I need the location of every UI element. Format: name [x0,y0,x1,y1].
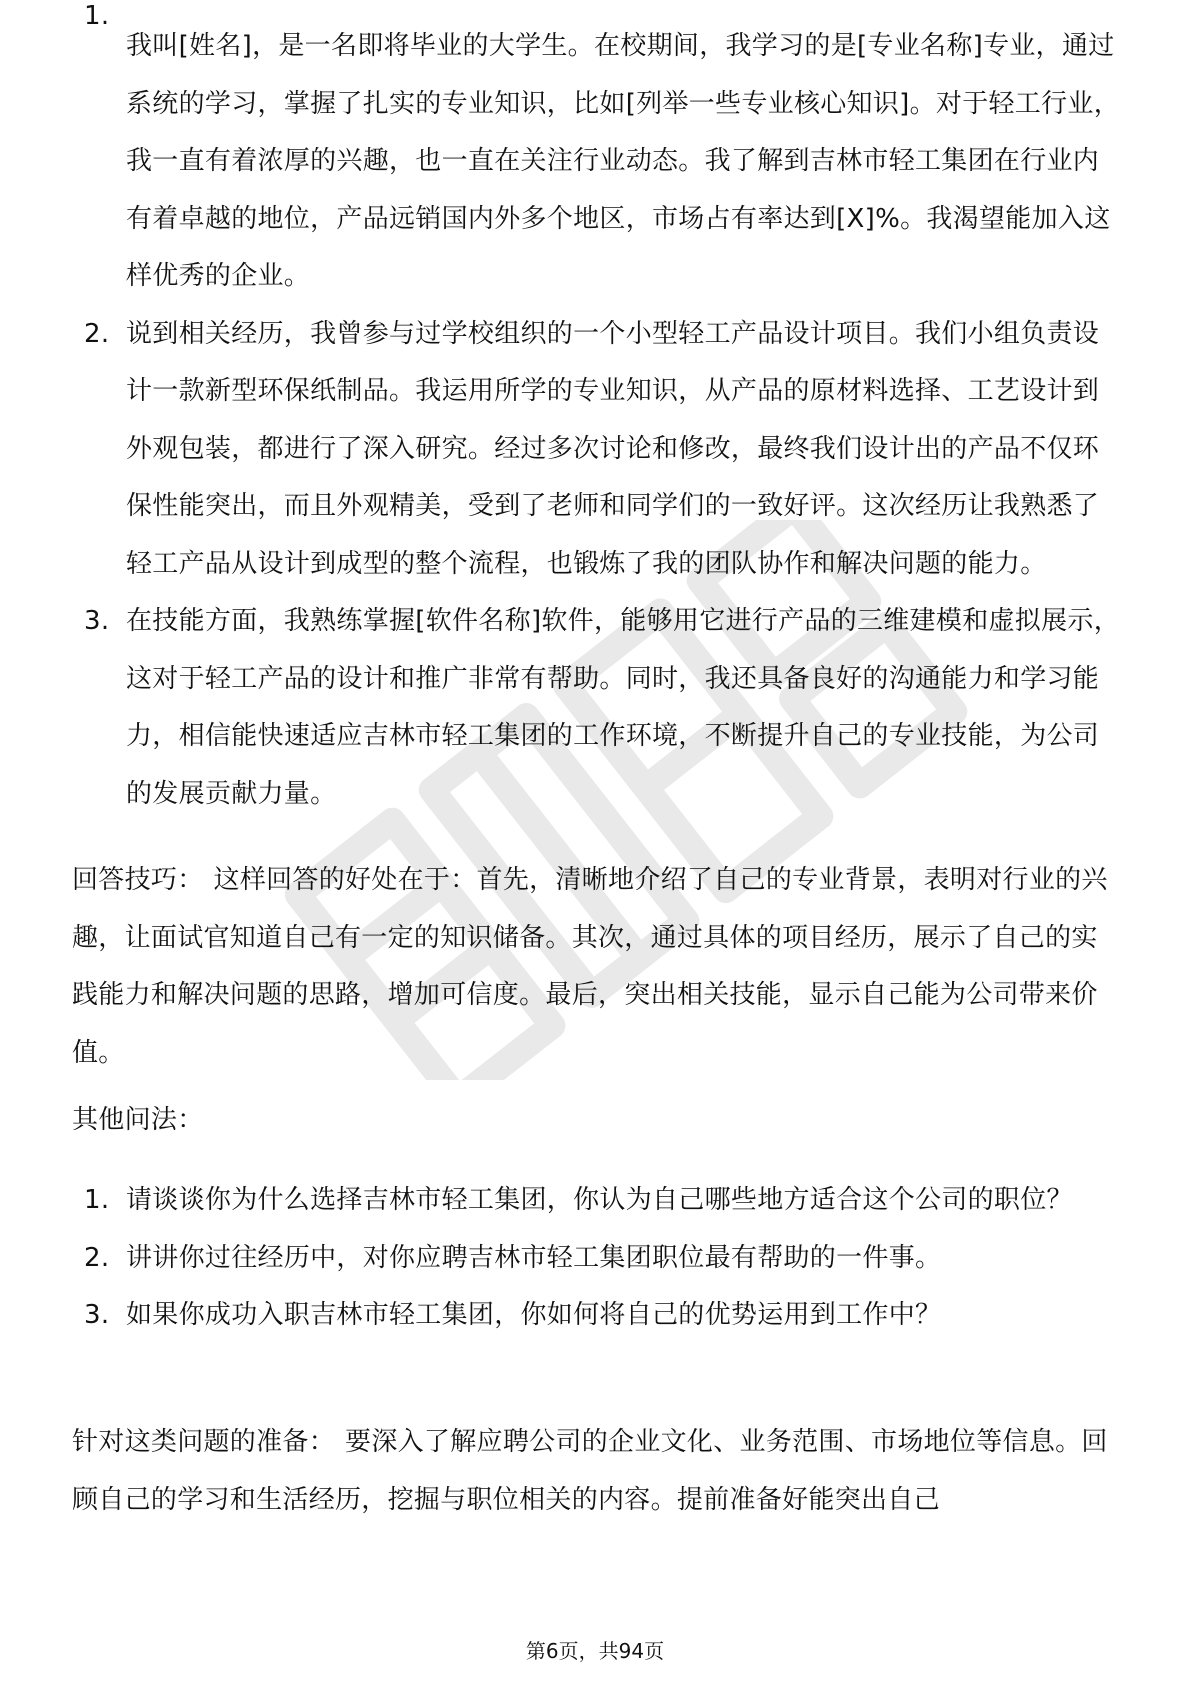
list-item [0,1172,1190,1230]
preparation-text: 要深入了解应聘公司的企业文化、业务范围、市场地位等信息。回顾自己的学习和生活经历，挖掘与职位相关的内容。提前准备好能突出自己 [72,1427,1108,1515]
tips-label: 回答技巧： [72,865,204,895]
list-item-text: 说到相关经历，我曾参与过学校组织的一个小型轻工产品设计项目。我们小组负责设计一款新型环保纸制品。我运用所学的专业知识，从产品的原材料选择、工艺设计到外观包装，都进行了深入研究。经过多次讨论和修改，最终我们设计出的产品不仅环保性能突出，而且外观精美，受到了老师和同学们的一致好评。这次经历让我熟悉了轻工产品从设计到成型的整个流程，也锻炼了我的团队协作和解决问题的能力。 [126,318,1100,579]
list-item-text: 讲讲你过往经历中，对你应聘吉林市轻工集团职位最有帮助的一件事。 [126,1242,942,1273]
other-questions-heading: 其他问法： [72,1105,204,1135]
experience-list [0,1,1190,823]
tips-text: 这样回答的好处在于：首先，清晰地介绍了自己的专业背景，表明对行业的兴趣，让面试官知道自己有一定的知识储备。其次，通过具体的项目经历，展示了自己的实践能力和解决问题的思路，增加可信度。最后，突出相关技能，显示自己能为公司带来价值。 [72,865,1108,1068]
list-number: 2. [84,318,110,349]
list-number: 3. [84,1300,110,1330]
page-footer: 第6页，共94页 [525,1639,665,1663]
answer-tips [72,852,1122,1082]
list-number: 1. [84,1185,110,1215]
list-item [0,1,1190,306]
preparation-section [72,1414,1122,1532]
list-item-text: 请谈谈你为什么选择吉林市轻工集团，你认为自己哪些地方适合这个公司的职位？ [126,1185,1073,1215]
list-item [0,1287,1190,1345]
list-item [0,306,1190,594]
list-item [0,1230,1190,1288]
list-item-text: 在技能方面，我熟练掌握[软件名称]软件，能够用它进行产品的三维建模和虚拟展示，这对于轻工产品的设计和推广非常有帮助。同时，我还具备良好的沟通能力和学习能力，相信能快速适应吉林市轻工集团的工作环境，不断提升自己的专业技能，为公司的发展贡献力量。 [126,606,1120,809]
list-number: 3. [84,606,110,636]
list-item-text: 我叫[姓名]，是一名即将毕业的大学生。在校期间，我学习的是[专业名称]专业，通过系统的学习，掌握了扎实的专业知识，比如[列举一些专业核心知识]。对于轻工行业，我一直有着浓厚的兴趣，也一直在关注行业动态。我了解到吉林市轻工集团在行业内有着卓越的地位，产品远销国内外多个地区，市场占有率达到[X]%。我渴望能加入这样优秀的企业。 [126,31,1120,291]
preparation-label: 针对这类问题的准备： [72,1427,336,1457]
list-number: 2. [84,1242,110,1273]
list-number: 1. [84,1,110,31]
list-item [0,593,1190,823]
other-questions-list [0,1172,1190,1345]
list-item-text: 如果你成功入职吉林市轻工集团，你如何将自己的优势运用到工作中？ [126,1300,942,1330]
